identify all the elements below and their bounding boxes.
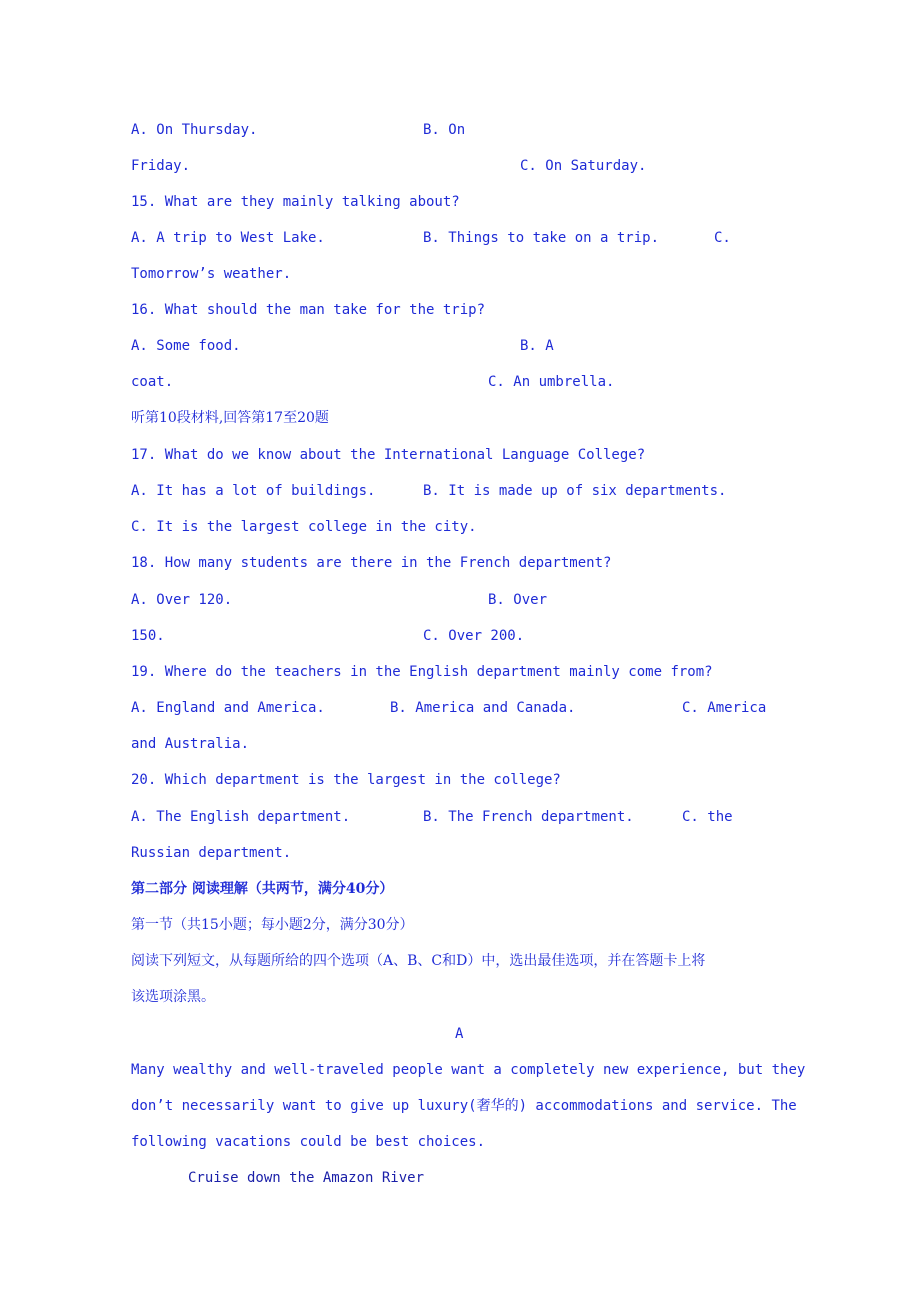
part-2-heading: 第二部分 阅读理解（共两节，满分40分） [131,881,394,897]
q16-option-c: C. An umbrella. [488,374,615,390]
q16-option-b: B. A [520,338,554,354]
q17-option-b: B. It is made up of six departments. [423,483,727,499]
q15-option-b: B. Things to take on a trip. [423,230,660,246]
q15-option-a: A. A trip to West Lake. [131,230,325,246]
q15-question: 15. What are they mainly talking about? [131,194,460,210]
q16-question: 16. What should the man take for the trip? [131,302,486,318]
q20-option-c: C. the [682,809,733,825]
q19-option-c: C. America [682,700,767,716]
q16-option-b-continued: coat. [131,374,174,390]
section-10-instruction: 听第10段材料,回答第17至20题 [131,410,329,426]
q18-option-b-continued: 150. [131,628,165,644]
q18-option-c: C. Over 200. [423,628,525,644]
q18-option-b: B. Over [488,592,548,608]
q16-option-a: A. Some food. [131,338,241,354]
q19-option-c-continued: and Australia. [131,736,250,752]
q20-option-a: A. The English department. [131,809,351,825]
q19-option-b: B. America and Canada. [390,700,576,716]
passage-line-1: Many wealthy and well-traveled people want a completely new experience, but they [131,1062,806,1078]
section-1-heading: 第一节（共15小题；每小题2分，满分30分） [131,917,414,933]
q20-option-b: B. The French department. [423,809,634,825]
q19-question: 19. Where do the teachers in the English department mainly come from? [131,664,713,680]
q14-option-b-continued: Friday. [131,158,191,174]
q18-question: 18. How many students are there in the French department? [131,555,612,571]
passage-subheading: Cruise down the Amazon River [188,1170,425,1186]
passage-line-3: following vacations could be best choices. [131,1134,486,1150]
passage-label: A [455,1026,464,1042]
q17-option-a: A. It has a lot of buildings. [131,483,376,499]
q15-option-c: C. [714,230,731,246]
q19-option-a: A. England and America. [131,700,325,716]
q17-question: 17. What do we know about the International Language College? [131,447,646,463]
q14-option-b: B. On [423,122,466,138]
q18-option-a: A. Over 120. [131,592,233,608]
q14-option-a: A. On Thursday. [131,122,258,138]
passage-line-2: don’t necessarily want to give up luxury(奢华的) accommodations and service. The [131,1098,797,1114]
q17-option-c: C. It is the largest college in the city. [131,519,477,535]
q20-option-c-continued: Russian department. [131,845,292,861]
q20-question: 20. Which department is the largest in the college? [131,772,561,788]
q14-option-c: C. On Saturday. [520,158,647,174]
instructions-line-1: 阅读下列短文，从每题所给的四个选项（A、B、C和D）中，选出最佳选项，并在答题卡上将 [131,953,706,969]
q15-option-c-continued: Tomorrow’s weather. [131,266,292,282]
instructions-line-2: 该选项涂黑。 [131,989,215,1005]
